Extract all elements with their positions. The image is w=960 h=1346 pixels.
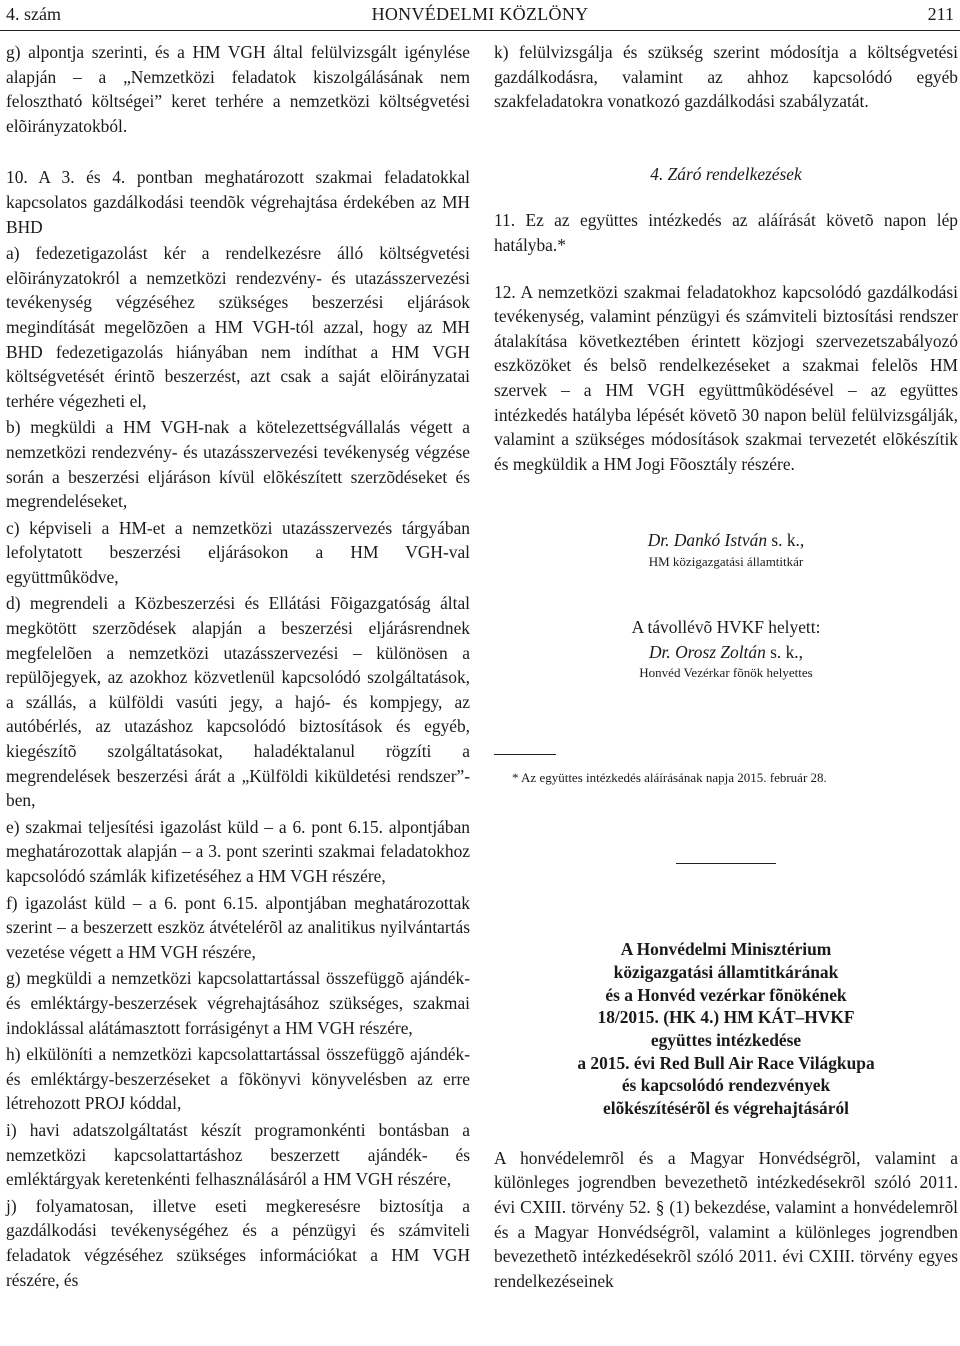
paragraph-10-i: i) havi adatszolgáltatást készít programonkénti bontásban a nemzetközi kapcsolattartáshoz beszerzett ajándék- és emléktárgyak keretenkénti felhasználásáról a HM VGH részére, (6, 1119, 470, 1190)
issue-number: 4. szám (6, 4, 61, 24)
paragraph-10-h: h) elkülöníti a nemzetközi kapcsolattartással összefüggõ ajándék- és emléktárgy-beszerzéseket a fõkönyvi könyvelésben az erre létrehozott PROJ kóddal, (6, 1044, 470, 1114)
page-number: 211 (927, 4, 954, 24)
decree-title-line: együttes intézkedése (650, 1029, 802, 1050)
decree-title-line: a 2015. évi Red Bull Air Race Világkupa (577, 1052, 875, 1073)
signatory-role: Honvéd Vezérkar fõnök helyettes (639, 665, 813, 681)
decree-title-line: elõkészítésérõl és végrehajtásáról (603, 1098, 849, 1119)
decree-title-line: A Honvédelmi Minisztérium (620, 939, 832, 960)
signatory-role: HM közigazgatási államtitkár (648, 553, 804, 569)
paragraph-10-c: c) képviseli a HM-et a nemzetközi utazásszervezés tárgyában lefolytatott beszerzési eljárásokon a HM VGH-val együttmûködve, (6, 517, 470, 587)
paragraph-10-e: e) szakmai teljesítési igazolást küld – a 6. pont 6.15. alpontjában meghatározottak alapján – a 3. pont szerinti szakmai feladatokhoz kapcsolódó számlák kifizetéséhez a HM VGH részére, (6, 816, 470, 886)
paragraph-11: 11. Ez az együttes intézkedés az aláírását követõ napon lép hatályba.* (494, 210, 958, 255)
signatory-name: Dr. Dankó István (647, 530, 768, 551)
decree-title (494, 938, 958, 1120)
paragraph-10-k: k) felülvizsgálja és szükség szerint módosítja a költségvetési gazdálkodásra, valamint az ahhoz kapcsolódó egyéb szakfeladatokra vonatkozó gazdálkodási szabályzatát. (494, 42, 958, 112)
signature-block-2 (494, 615, 958, 682)
intro-paragraph: A honvédelemrõl és a Magyar Honvédségrõl, valamint a különleges jogrendben bevezethetõ intézkedésekrõl szóló 2011. évi CXIII. törvény 52. § (1) bekezdése, valamint a honvédelemrõl és a Magyar Honvédségrõl, valamint a különleges jogrendben bevezethetõ intézkedésekrõl szóló 2011. évi CXIII. törvény egyes rendelkezéseinek (494, 1147, 958, 1291)
paragraph-10-f: f) igazolást küld – a 6. pont 6.15. alpontjában meghatározottak szerint – a beszerzett eszköz átvételérõl az analitikus nyilvántartás vezetése végett a HM VGH részére, (6, 892, 470, 962)
footnote-rule (494, 754, 556, 755)
right-column (494, 40, 958, 1293)
paragraph-10: 10. A 3. és 4. pontban meghatározott szakmai feladatokkal kapcsolatos gazdálkodási teendõk végrehajtása érdekében az MH BHD (6, 167, 470, 237)
separator-rule (676, 863, 776, 864)
paragraph-g-continued: g) alpontja szerinti, és a HM VGH által felülvizsgált igénylése alapján – a „Nemzetközi feladatok kiszolgálásának nem felosztható költségei” keret terhére a nemzetközi költségvetési elõirányzatokból. (6, 42, 470, 136)
paragraph-10-b: b) megküldi a HM VGH-nak a kötelezettségvállalás végett a nemzetközi rendezvény- és utazásszervezési tevékenység végzése során a beszerzési eljáráson kívül elõkészített szerzõdéseket és megrendeléseket, (6, 417, 470, 512)
decree-title-line: 18/2015. (HK 4.) HM KÁT–HVKF (597, 1007, 855, 1028)
decree-title-line: közigazgatási államtitkárának (613, 961, 839, 982)
signature-block-1 (494, 528, 958, 571)
decree-title-line: és kapcsolódó rendezvények (621, 1075, 831, 1096)
separator (494, 863, 958, 864)
paragraph-12: 12. A nemzetközi szakmai feladatokhoz kapcsolódó gazdálkodási tevékenység, valamint pénzügyi és számviteli biztosítási rendszer átalakítása következtében érintett közjogi szervezetszabályozó eszközöket és belsõ rendelkezéseket a szakmai felelõs HM szervek – a HM VGH együttmûködésével – az együttes intézkedés hatályba lépését követõ 30 napon belül felülvizsgálják, valamint a szükséges módosítások szakmai tervezetét elõkészítik és megküldik a HM Jogi Fõosztály részére. (494, 281, 958, 474)
footnote-block (494, 754, 958, 787)
page-header (0, 0, 960, 31)
journal-title: HONVÉDELMI KÖZLÖNY (371, 4, 589, 24)
paragraph-10-g: g) megküldi a nemzetközi kapcsolattartással összefüggõ ajándék- és emléktárgy-beszerzések végrehajtásához szükséges, szakmai indoklással alátámasztott forrásigényt a HM VGH részére, (6, 968, 470, 1038)
signatory-suffix: s. k., (765, 641, 803, 662)
left-column (6, 40, 470, 1292)
paragraph-10-j: j) folyamatosan, illetve eseti megkeresésre biztosítja a gazdálkodási tevékenységéhez és a pénzügyi és számviteli feladatok végzéséhez szükséges információkat a HM VGH részére, és (6, 1195, 470, 1290)
signatory-suffix: s. k., (767, 530, 805, 551)
paragraph-10-d: d) megrendeli a Közbeszerzési és Ellátási Fõigazgatóság által megkötött szerzõdések alapján a beszerzési eljárásrendnek megfelelõen a nemzetközi utazásszervezési – különösen a repülõjegyek, az azokhoz közvetlenül kapcsolódó szolgáltatások, a szállás, a külföldi vasúti jegy, a hajó- és kompjegy, az autóbérlés, az utazáshoz kapcsolódó biztosítások és egyéb, kiegészítõ szolgáltatásokat, haladéktalanul rögzíti a megrendelések beszerzési árát a „Külföldi kiküldetési rendszer”-ben, (6, 593, 470, 811)
paragraph-10-a: a) fedezetigazolást kér a rendelkezésre álló költségvetési elõirányzatokról a nemzetközi rendezvény- és utazásszervezési tevékenység végzéséhez szükséges beszerzési eljárások megindítását megelõzõen a HM VGH-tól azzal, hogy az MH BHD fedezetigazolás hiányában nem indíthat a HM VGH költségvetését érintõ beszerzést, azt csak a saját elõirányzatai terhére végezheti el, (6, 243, 470, 411)
footnote: * Az együttes intézkedés aláírásának napja 2015. február 28. (512, 770, 827, 786)
decree-title-line: és a Honvéd vezérkar fõnökének (605, 984, 847, 1005)
deputy-intro: A távollévõ HVKF helyett: (631, 616, 821, 637)
section-title: 4. Záró rendelkezések (650, 163, 802, 184)
signatory-name: Dr. Orosz Zoltán (649, 641, 766, 662)
